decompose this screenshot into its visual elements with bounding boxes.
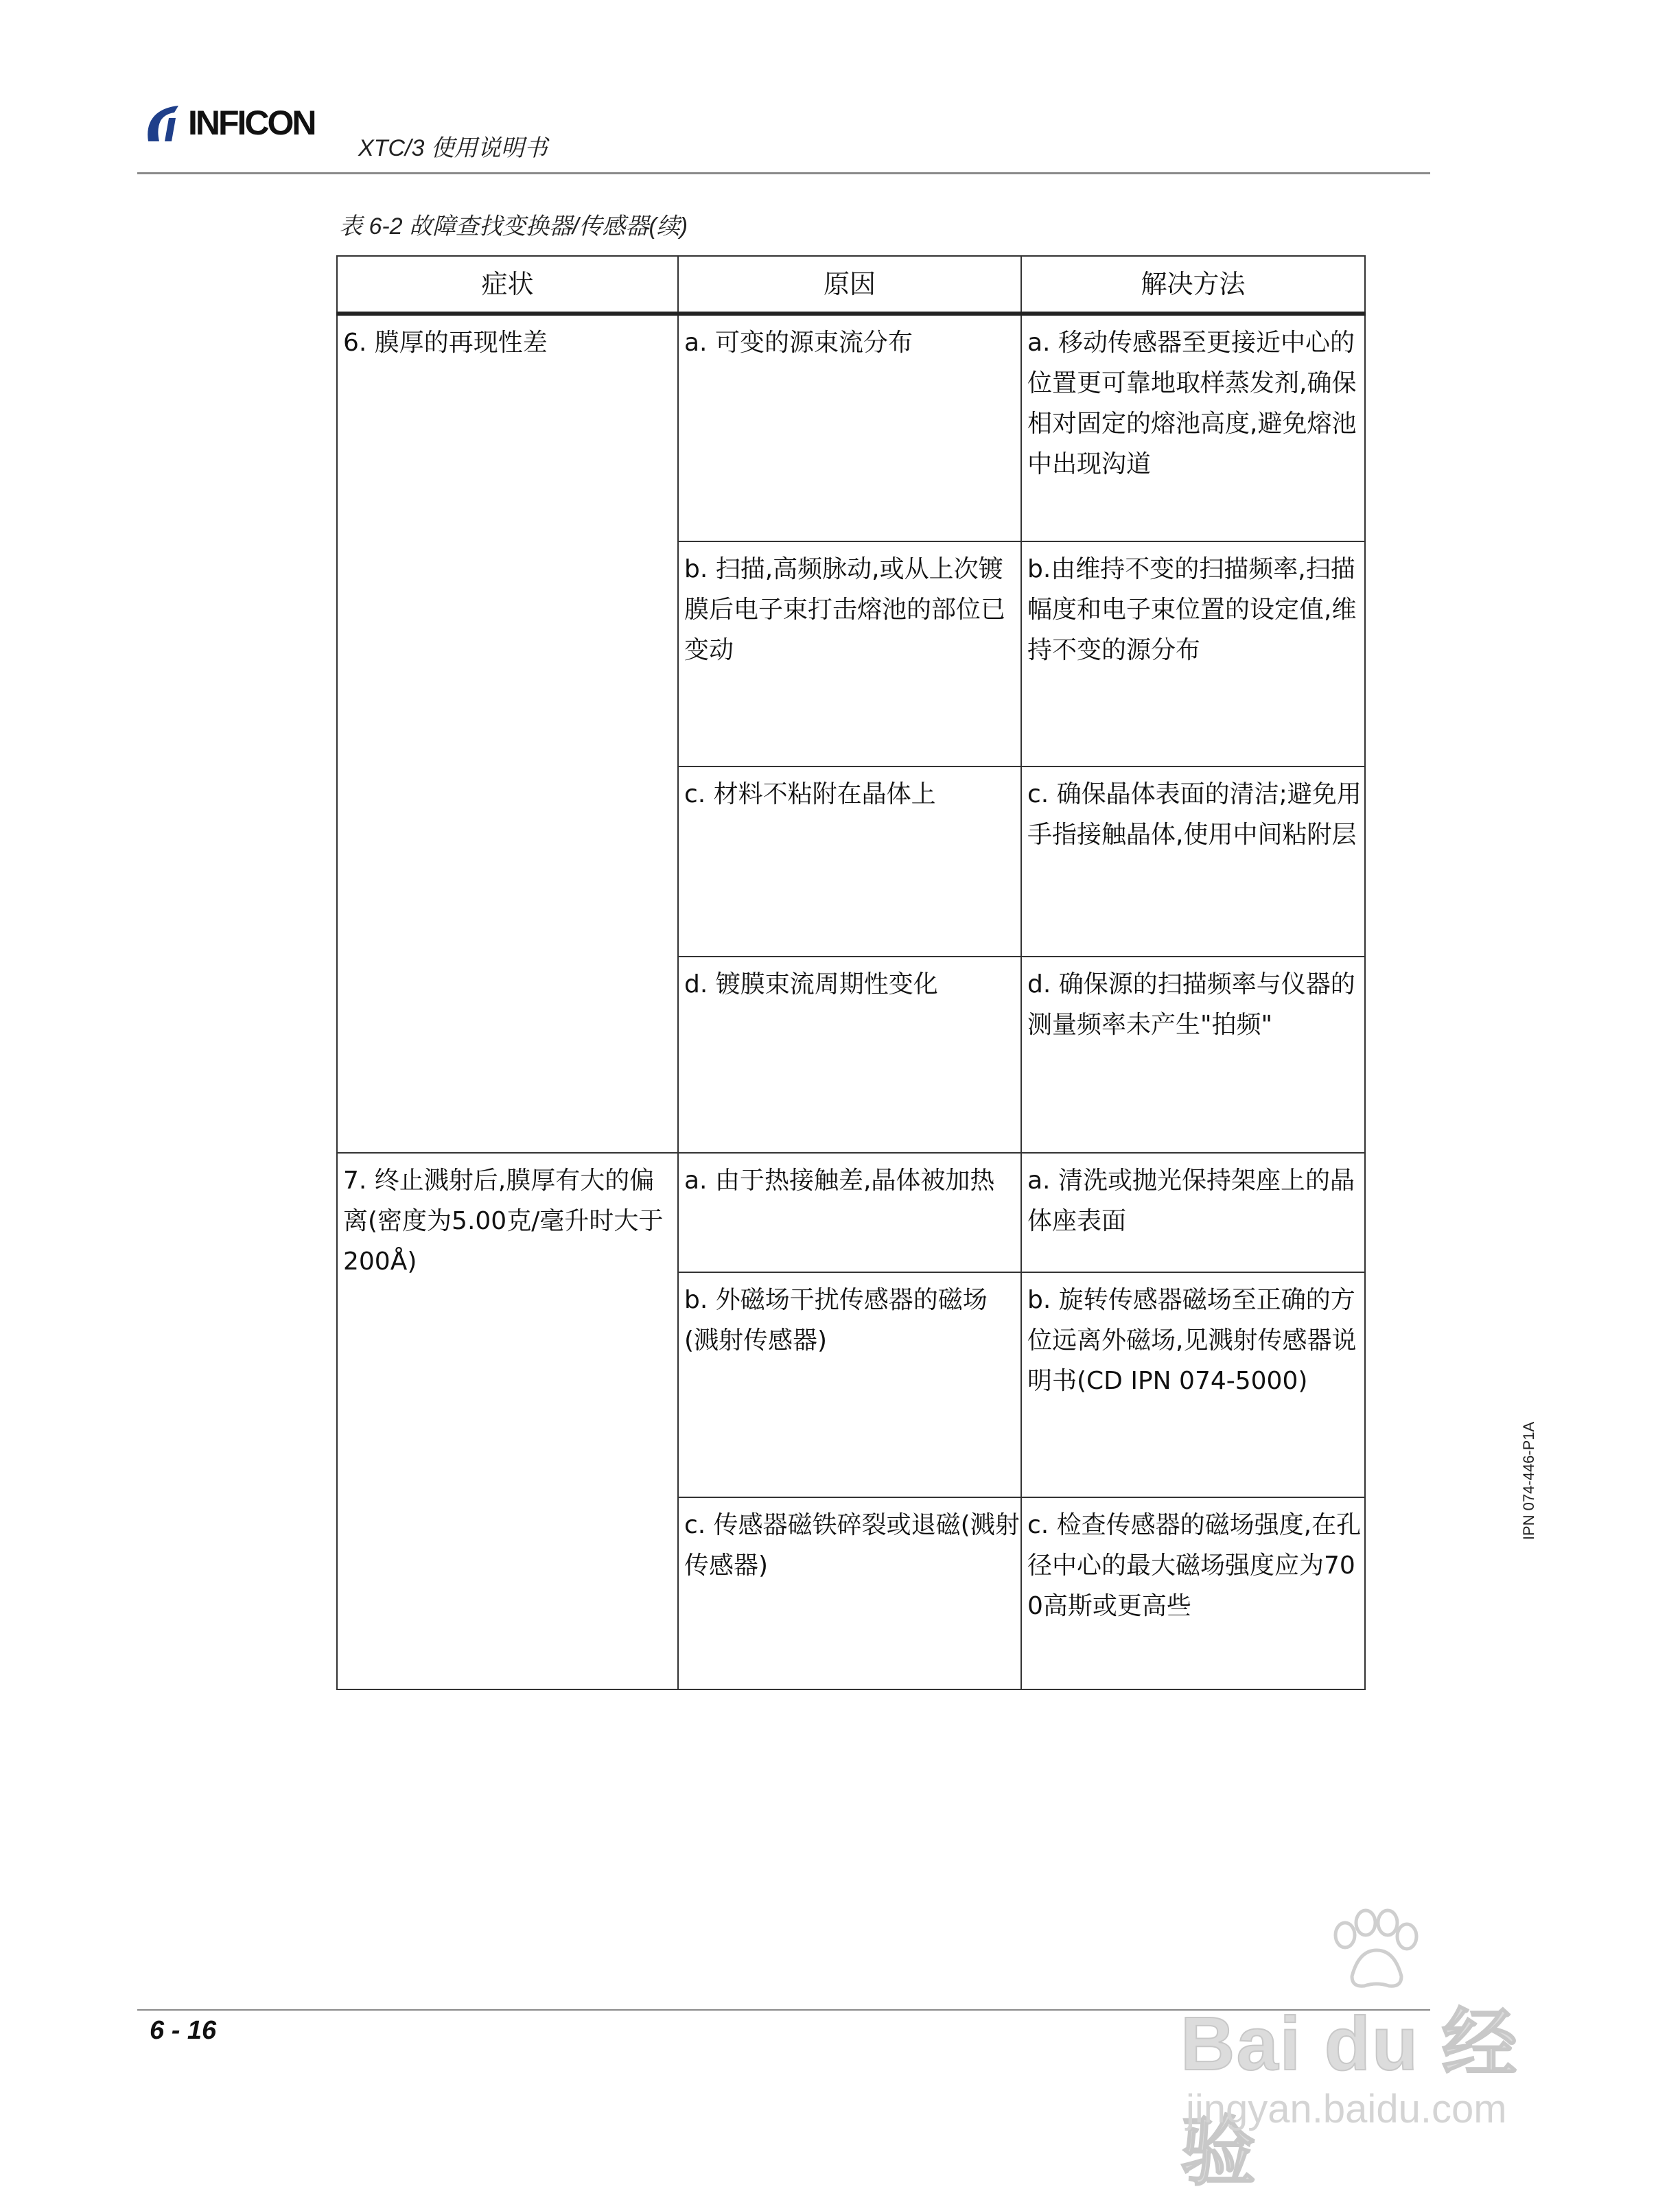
document-part-number: IPN 074-446-P1A	[1520, 1421, 1537, 1541]
cause-cell: a. 可变的源束流分布	[678, 314, 1021, 541]
table-row	[337, 314, 1365, 541]
cause-cell: a. 由于热接触差,晶体被加热	[678, 1153, 1021, 1272]
cause-cell: c. 材料不粘附在晶体上	[678, 767, 1021, 957]
solution-cell: d. 确保源的扫描频率与仪器的测量频率未产生"拍频"	[1021, 957, 1365, 1153]
cause-cell: b. 扫描,高频脉动,或从上次镀膜后电子束打击熔池的部位已变动	[678, 541, 1021, 767]
cause-cell: d. 镀膜束流周期性变化	[678, 957, 1021, 1153]
solution-cell: a. 移动传感器至更接近中心的位置更可靠地取样蒸发剂,确保相对固定的熔池高度,避免熔池中出现沟道	[1021, 314, 1365, 541]
header-solution: 解决方法	[1021, 256, 1365, 314]
symptom-cell: 6. 膜厚的再现性差	[337, 314, 678, 1153]
header-symptom: 症状	[337, 256, 678, 314]
document-title: XTC/3 使用说明书	[358, 135, 548, 161]
solution-cell: c. 检查传感器的磁场强度,在孔径中心的最大磁场强度应为700高斯或更高些	[1021, 1497, 1365, 1689]
table-header-row	[337, 256, 1365, 314]
baidu-watermark	[1180, 1901, 1565, 2195]
solution-cell: a. 清洗或抛光保持架座上的晶体座表面	[1021, 1153, 1365, 1272]
watermark-brand: Bai du 经验	[1180, 2002, 1519, 2195]
table-row	[337, 1153, 1365, 1272]
watermark-url: jingyan.baidu.com	[1186, 2087, 1507, 2131]
symptom-cell: 7. 终止溅射后,膜厚有大的偏离(密度为5.00克/毫升时大于200Å)	[337, 1153, 678, 1689]
brand-name: INFICON	[188, 104, 315, 142]
paw-icon	[1325, 1908, 1421, 1993]
cause-cell: c. 传感器磁铁碎裂或退磁(溅射传感器)	[678, 1497, 1021, 1689]
page-number: 6 - 16	[150, 2016, 217, 2045]
inficon-logo-icon	[144, 103, 185, 143]
header-divider	[137, 172, 1430, 174]
troubleshooting-table	[336, 255, 1366, 1690]
cause-cell: b. 外磁场干扰传感器的磁场(溅射传感器)	[678, 1272, 1021, 1497]
inficon-logo	[144, 103, 315, 143]
header-cause: 原因	[678, 256, 1021, 314]
table-caption: 表 6-2 故障查找变换器/传感器(续)	[339, 213, 688, 239]
solution-cell: c. 确保晶体表面的清洁;避免用手指接触晶体,使用中间粘附层	[1021, 767, 1365, 957]
solution-cell: b.由维持不变的扫描频率,扫描幅度和电子束位置的设定值,维持不变的源分布	[1021, 541, 1365, 767]
solution-cell: b. 旋转传感器磁场至正确的方位远离外磁场,见溅射传感器说明书(CD IPN 074-5000)	[1021, 1272, 1365, 1497]
